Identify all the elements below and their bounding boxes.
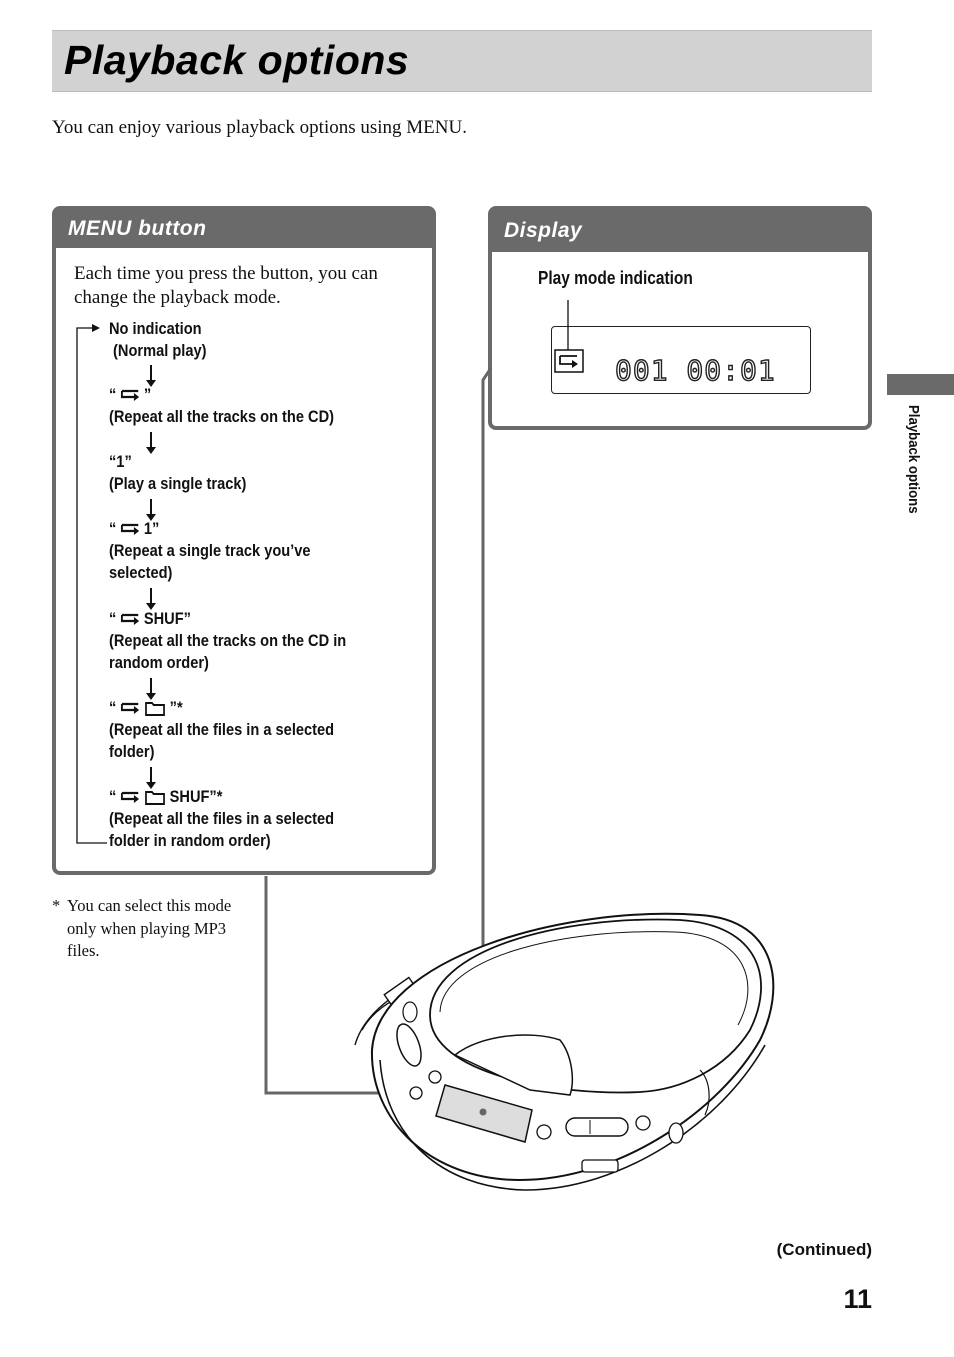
display-panel-heading: Display (504, 219, 583, 242)
play-mode-indication-label: Play mode indication (538, 268, 693, 288)
hold-switch (582, 1160, 618, 1172)
step-description-cont: selected) (109, 563, 173, 582)
play-stop-button (566, 1118, 628, 1136)
step-description: (Repeat all the tracks on the CD) (109, 407, 335, 426)
step-description: (Repeat all the tracks on the CD in (109, 631, 347, 650)
side-tab-label: Playback options (905, 405, 922, 514)
quote-open: “ (109, 519, 117, 538)
menu-button (410, 1087, 422, 1099)
display-callout-dot (480, 1109, 487, 1116)
quote-close: 1” (143, 519, 160, 538)
menu-panel-heading: MENU button (68, 217, 207, 240)
intro-text: You can enjoy various playback options using MENU. (52, 117, 467, 138)
footnote-marker: * (52, 896, 61, 915)
volume-control (669, 1123, 683, 1143)
quote-close: SHUF”* (169, 787, 223, 806)
step-description: (Normal play) (109, 341, 207, 360)
step-description: (Repeat all the files in a selected (109, 809, 335, 828)
step-description: (Play a single track) (109, 474, 247, 493)
step-indicator: “1” (109, 452, 132, 471)
continued-label: (Continued) (776, 1240, 872, 1259)
quote-open: “ (109, 385, 117, 404)
page-number: 11 (843, 1284, 872, 1314)
quote-close: SHUF” (143, 609, 191, 628)
step-indicator: No indication (109, 319, 202, 338)
lcd-readout: 001 00:01 (615, 354, 776, 387)
page-title: Playback options (64, 37, 410, 83)
front-button (537, 1125, 551, 1139)
menu-intro-text: Each time you press the button, you can change the playback mode. (74, 263, 378, 308)
step-description: (Repeat a single track you’ve (109, 541, 311, 560)
step-description: (Repeat all the files in a selected (109, 720, 335, 739)
quote-open: “ (109, 609, 117, 628)
small-button (429, 1071, 441, 1083)
step-description-cont: folder) (109, 742, 155, 761)
front-button (636, 1116, 650, 1130)
step-description-cont: folder in random order) (109, 831, 271, 850)
quote-open: “ (109, 698, 117, 717)
footnote-text: You can select this mode only when playing MP3 files. (67, 896, 232, 960)
quote-open: “ (109, 787, 117, 806)
quote-close: ” (143, 385, 152, 404)
step-description-cont: random order) (109, 653, 209, 672)
quote-close: ”* (169, 698, 183, 717)
